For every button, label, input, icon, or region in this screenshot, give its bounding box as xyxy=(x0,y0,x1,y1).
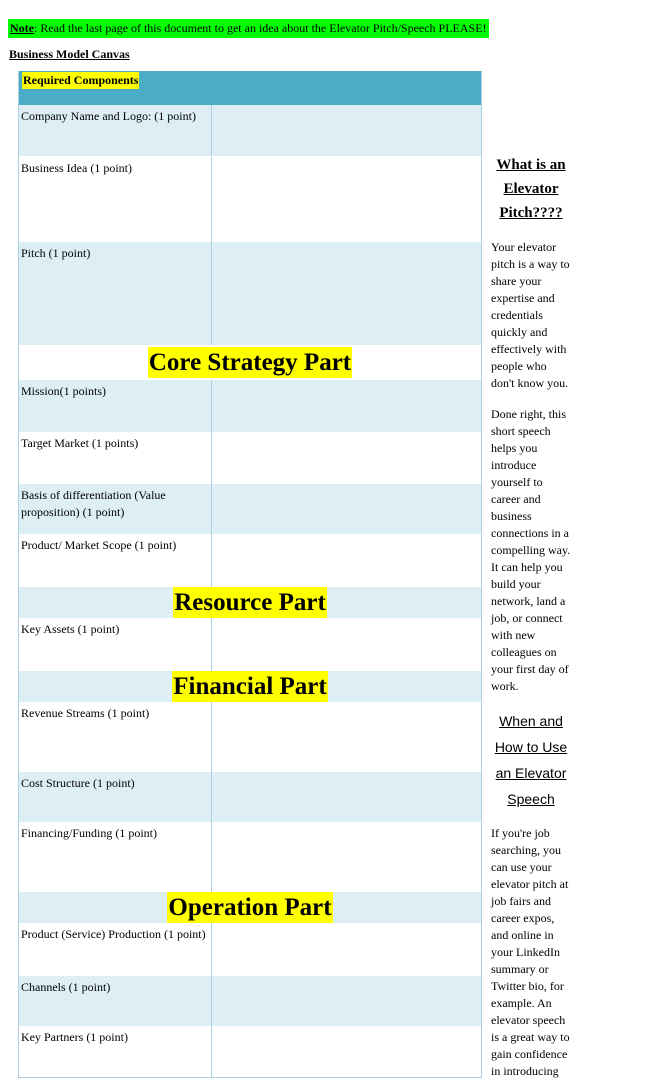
table-row xyxy=(19,380,481,432)
table-row xyxy=(19,1026,481,1077)
table-row xyxy=(19,242,481,345)
section-title-financial: Financial Part xyxy=(173,673,327,700)
row-label-basis-of-differentiation: Basis of differentiation (Value proposition) (1 point) xyxy=(21,488,166,519)
document-title: Business Model Canvas xyxy=(9,47,130,61)
table-row xyxy=(19,923,481,976)
note-label: Note xyxy=(10,21,34,35)
row-label-product-market-scope: Product/ Market Scope (1 point) xyxy=(21,538,177,552)
business-model-table xyxy=(18,71,482,1078)
row-label-key-partners: Key Partners (1 point) xyxy=(21,1030,128,1044)
sidebar-heading-what-is-elevator-pitch: What is an Elevator Pitch???? xyxy=(496,157,566,221)
sidebar-paragraph-3: If you're job searching, you can use your elevator pitch at job fairs and career expos, and online in your LinkedIn summary or Twitter bio, for example. An elevator speech is a great way to gain confidence in introducing xyxy=(491,826,570,1078)
row-label-mission: Mission(1 points) xyxy=(21,384,107,398)
table-row xyxy=(19,702,481,772)
table-row xyxy=(19,105,481,156)
sidebar-paragraph-1: Your elevator pitch is a way to share your expertise and credentials quickly and effectively with people who don't know you. xyxy=(491,240,570,390)
row-label-channels: Channels (1 point) xyxy=(21,980,111,994)
section-row-operation xyxy=(19,892,481,923)
section-title-operation: Operation Part xyxy=(168,894,332,921)
row-label-product-production: Product (Service) Production (1 point) xyxy=(21,927,206,941)
note-banner xyxy=(8,19,489,38)
sidebar-paragraph-2: Done right, this short speech helps you introduce yourself to career and business connections in a compelling way. It can help you build your network, land a job, or connect with new colleagues on your first day of work. xyxy=(491,407,571,693)
row-label-revenue-streams: Revenue Streams (1 point) xyxy=(21,706,150,720)
row-label-company-name: Company Name and Logo: (1 point) xyxy=(21,109,196,123)
sidebar-heading-when-and-how: When and How to Use an Elevator Speech xyxy=(494,713,568,807)
row-label-business-idea: Business Idea (1 point) xyxy=(21,161,132,175)
row-label-target-market: Target Market (1 points) xyxy=(21,436,139,450)
table-row xyxy=(19,772,481,822)
section-title-core-strategy: Core Strategy Part xyxy=(148,349,352,376)
table-row xyxy=(19,618,481,671)
table-row xyxy=(19,157,481,242)
table-row xyxy=(19,534,481,587)
section-title-resource: Resource Part xyxy=(174,589,326,616)
row-label-cost-structure: Cost Structure (1 point) xyxy=(21,776,135,790)
table-row xyxy=(19,432,481,484)
table-header-row xyxy=(19,71,481,105)
section-row-core-strategy xyxy=(19,345,481,380)
table-row xyxy=(19,484,481,534)
row-label-pitch: Pitch (1 point) xyxy=(21,246,91,260)
section-row-resource xyxy=(19,587,481,618)
section-row-financial xyxy=(19,671,481,702)
header-required-components: Required Components xyxy=(23,73,139,87)
row-label-financing-funding: Financing/Funding (1 point) xyxy=(21,826,157,840)
table-row xyxy=(19,822,481,892)
row-label-key-assets: Key Assets (1 point) xyxy=(21,622,120,636)
table-row xyxy=(19,976,481,1026)
note-text: : Read the last page of this document to get an idea about the Elevator Pitch/Speech PLEASE! xyxy=(34,21,487,35)
